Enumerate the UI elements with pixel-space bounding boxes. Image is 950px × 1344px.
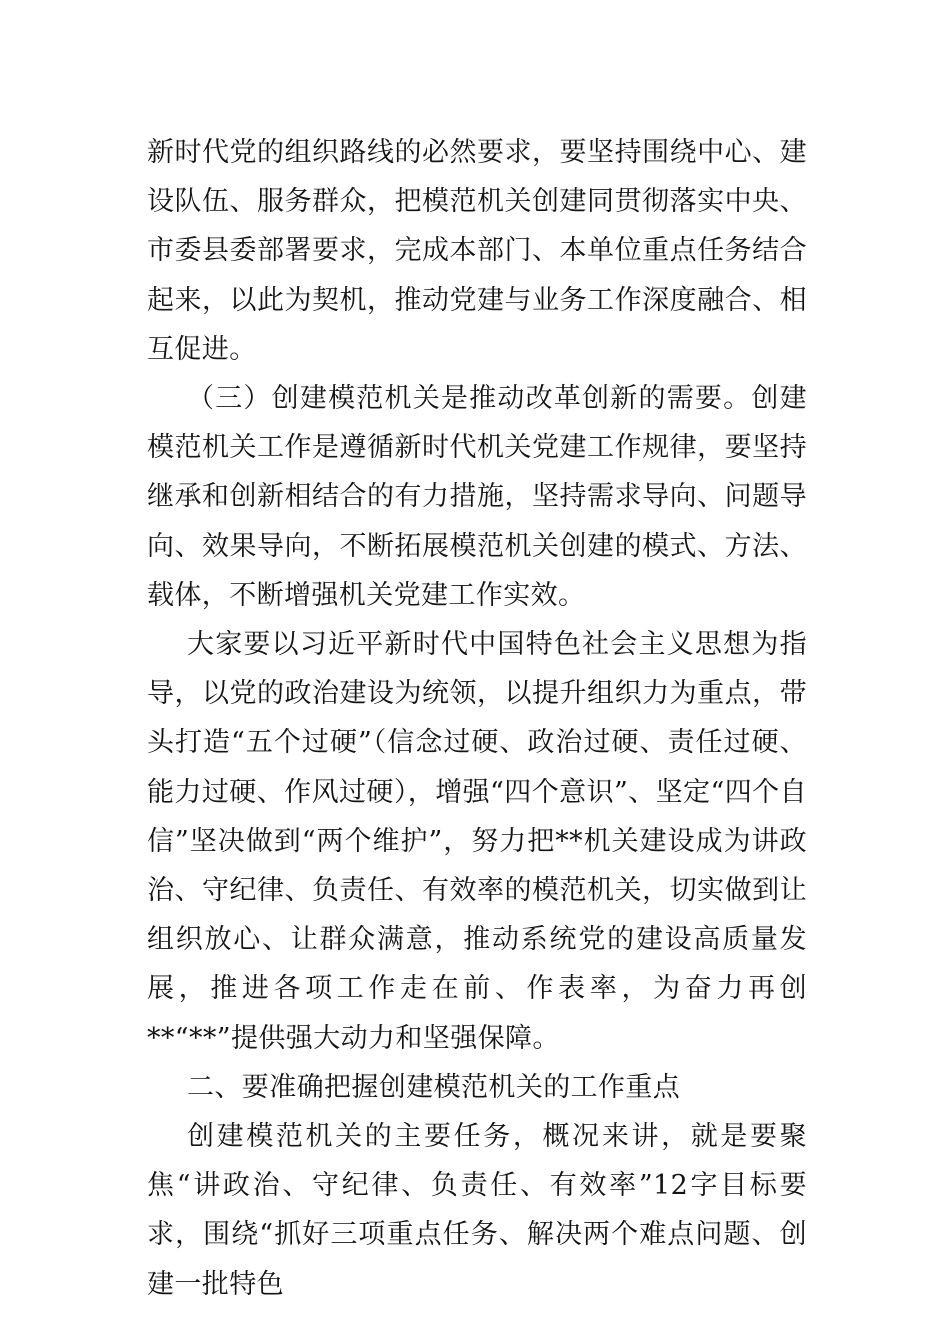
paragraph-main-tasks: 创建模范机关的主要任务，概况来讲，就是要聚焦“讲政治、守纪律、负责任、有效率”12字目标要求，围绕“抓好三项重点任务、解决两个难点问题、创建一批特色 bbox=[147, 1121, 807, 1300]
paragraph-continuation: 新时代党的组织路线的必然要求，要坚持围绕中心、建设队伍、服务群众，把模范机关创建同贯彻落实中央、市委县委部署要求，完成本部门、本单位重点任务结合起来，以此为契机，推动党建与业务工作深度融合、相互促进。 bbox=[147, 137, 807, 365]
document-body bbox=[147, 128, 807, 1309]
section-heading: 二、要准确把握创建模范机关的工作重点 bbox=[187, 1071, 681, 1103]
paragraph-guiding-thought: 大家要以习近平新时代中国特色社会主义思想为指导，以党的政治建设为统领，以提升组织力为重点，带头打造“五个过硬”（信念过硬、政治过硬、责任过硬、能力过硬、作风过硬），增强“四个意识”、坚定“四个自信”坚决做到“两个维护”，努力把**机关建设成为讲政治、守纪律、负责任、有效率的模范机关，切实做到让组织放心、让群众满意，推动系统党的建设高质量发展，推进各项工作走在前、作表率，为奋力再创**“**”提供强大动力和坚强保障。 bbox=[147, 629, 807, 1054]
paragraph-reform-innovation: （三）创建模范机关是推动改革创新的需要。创建模范机关工作是遵循新时代机关党建工作规律，要坚持继承和创新相结合的有力措施，坚持需求导向、问题导向、效果导向，不断拓展模范机关创建的模式、方法、载体，不断增强机关党建工作实效。 bbox=[147, 383, 807, 611]
